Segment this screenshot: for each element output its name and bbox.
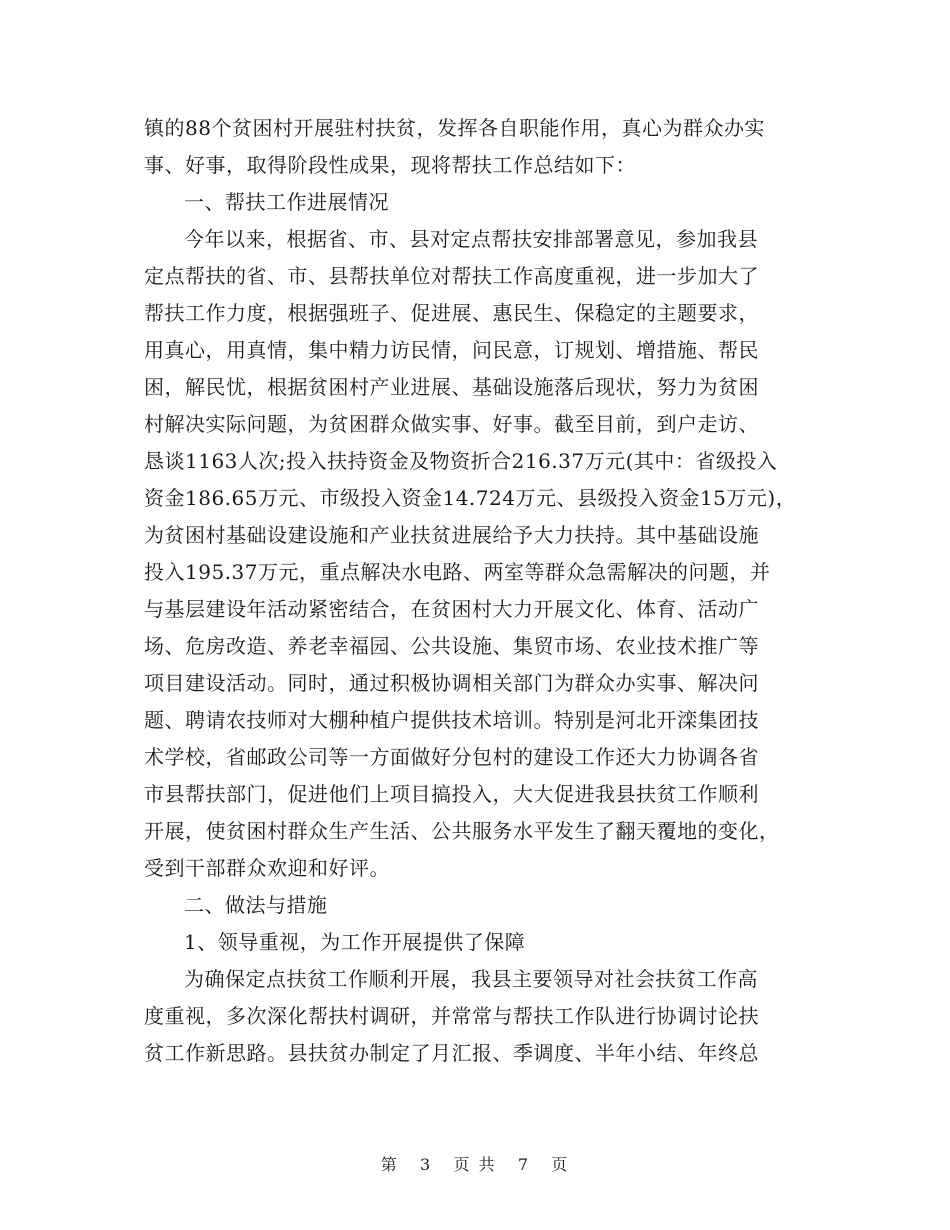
current-page-number: 3 [419, 1155, 433, 1174]
body-line: 投入195.37万元，重点解决水电路、两室等群众急需解决的问题，并 [144, 560, 771, 584]
body-line: 市县帮扶部门，促进他们上项目搞投入，大大促进我县扶贫工作顺利 [144, 782, 759, 806]
paragraph-start: 今年以来，根据省、市、县对定点帮扶安排部署意见，参加我县 [184, 227, 758, 251]
body-line: 术学校，省邮政公司等一方面做好分包村的建设工作还大力协调各省 [144, 745, 759, 769]
body-line: 题、聘请农技师对大棚种植户提供技术培训。特别是河北开滦集团技 [144, 708, 759, 732]
section-heading: 二、做法与措施 [184, 893, 328, 917]
body-line: 项目建设活动。同时，通过积极协调相关部门为群众办实事、解决问 [144, 671, 759, 695]
page-footer [0, 1152, 950, 1175]
body-line: 场、危房改造、养老幸福园、公共设施、集贸市场、农业技术推广等 [144, 634, 759, 658]
body-line: 与基层建设年活动紧密结合，在贫困村大力开展文化、体育、活动广 [144, 597, 759, 621]
body-line: 困，解民忧，根据贫困村产业进展、基础设施落后现状，努力为贫困 [144, 375, 759, 399]
subsection-heading: 1、领导重视，为工作开展提供了保障 [184, 930, 526, 954]
footer-suffix: 页 [551, 1155, 570, 1174]
section-heading: 一、帮扶工作进展情况 [184, 190, 389, 214]
footer-prefix: 第 [380, 1155, 399, 1174]
body-line: 度重视，多次深化帮扶村调研，并常常与帮扶工作队进行协调讨论扶 [144, 1004, 759, 1028]
paragraph-start: 为确保定点扶贫工作顺利开展，我县主要领导对社会扶贫工作高 [184, 967, 758, 991]
body-line: 帮扶工作力度，根据强班子、促进展、惠民生、保稳定的主题要求， [144, 301, 759, 325]
body-line: 贫工作新思路。县扶贫办制定了月汇报、季调度、半年小结、年终总 [144, 1041, 759, 1065]
body-line: 资金186.65万元、市级投入资金14.724万元、县级投入资金15万元)， [144, 486, 797, 510]
total-pages-number: 7 [517, 1155, 531, 1174]
body-line: 定点帮扶的省、市、县帮扶单位对帮扶工作高度重视，进一步加大了 [144, 264, 759, 288]
body-line: 用真心，用真情，集中精力访民情，问民意，订规划、增措施、帮民 [144, 338, 759, 362]
body-line: 事、好事，取得阶段性成果，现将帮扶工作总结如下： [144, 153, 636, 177]
body-line: 镇的88个贫困村开展驻村扶贫，发挥各自职能作用，真心为群众办实 [144, 116, 765, 140]
body-line: 恳谈1163人次;投入扶持资金及物资折合216.37万元(其中：省级投入 [144, 449, 778, 473]
document-body [144, 110, 804, 1072]
body-line: 为贫困村基础设建设施和产业扶贫进展给予大力扶持。其中基础设施 [144, 523, 759, 547]
body-line: 村解决实际问题，为贫困群众做实事、好事。截至目前，到户走访、 [144, 412, 759, 436]
body-line: 受到干部群众欢迎和好评。 [144, 856, 390, 880]
body-line: 开展，使贫困村群众生产生活、公共服务水平发生了翻天覆地的变化， [144, 819, 780, 843]
footer-middle: 页 共 [453, 1155, 497, 1174]
